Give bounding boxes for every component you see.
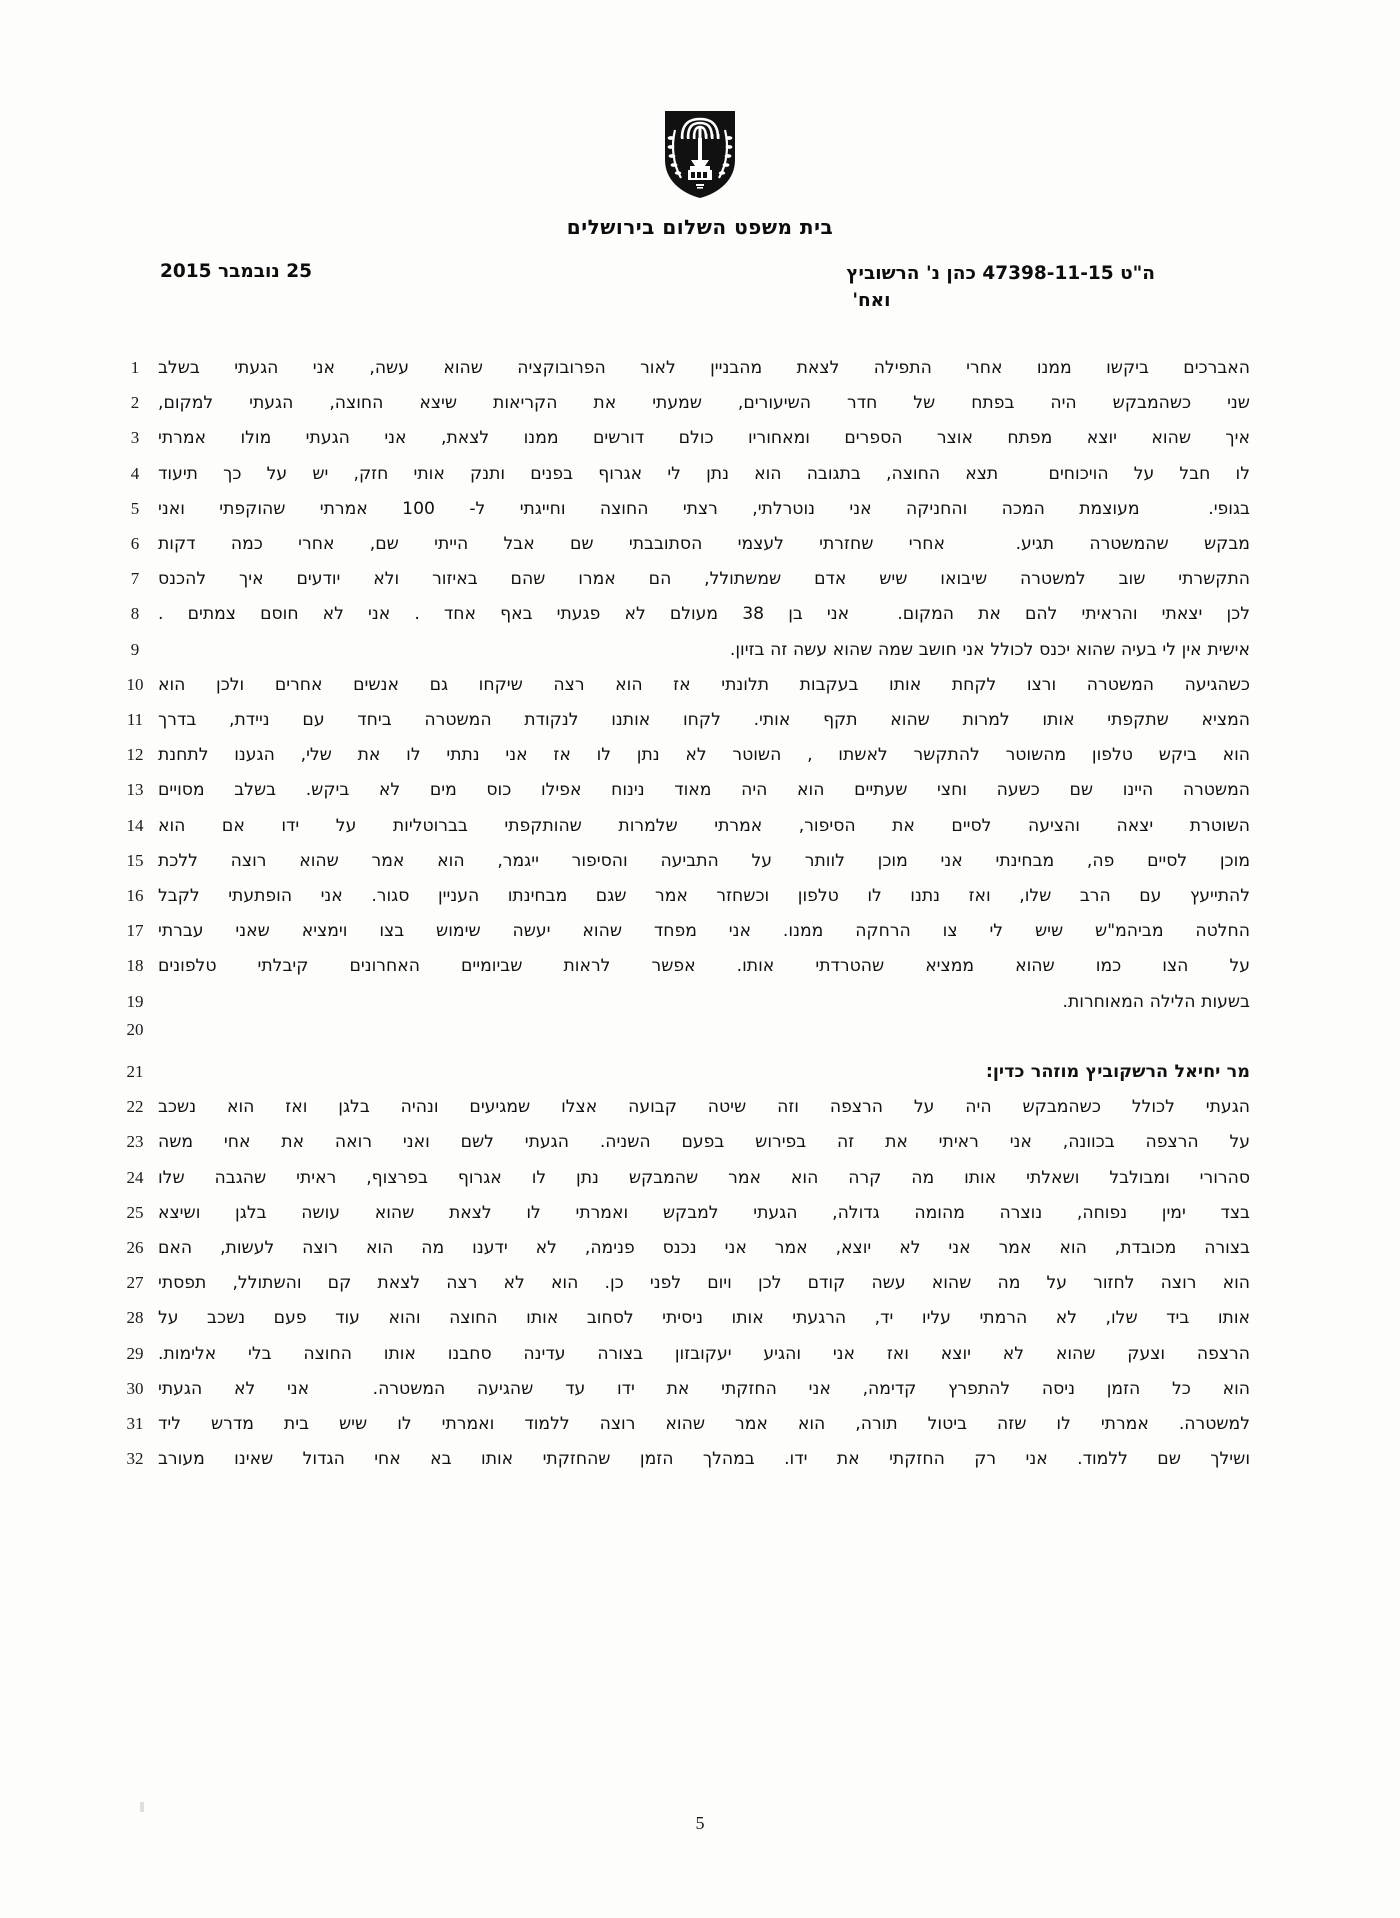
transcript-body: [0, 351, 1400, 1477]
transcript-line: [112, 1161, 1250, 1196]
transcript-line-number: 11: [126, 710, 144, 730]
transcript-line-number: 24: [126, 1167, 144, 1187]
transcript-line-number: 15: [126, 850, 144, 870]
transcript-line-text: בשעות הלילה המאוחרות.: [1062, 991, 1250, 1012]
transcript-line-number: 31: [126, 1414, 144, 1434]
transcript-line-text: כשהגיעה המשטרה ורצו לקחת אותו בעקבות תלונתי אז הוא רצה שיקחו גם אנשים אחרים ולכן הוא: [158, 674, 1250, 695]
israel-state-emblem-icon: [661, 108, 739, 200]
transcript-line: [112, 457, 1250, 492]
transcript-line: [112, 773, 1250, 808]
transcript-line-number: 26: [126, 1238, 144, 1258]
transcript-line: [112, 1372, 1250, 1407]
transcript-line-number: 1: [130, 358, 140, 377]
transcript-line-number: 6: [130, 534, 140, 554]
transcript-line-number: 5: [130, 498, 140, 518]
transcript-line-number: 10: [126, 674, 144, 694]
transcript-line-number: 12: [126, 745, 144, 765]
transcript-line-number: 27: [126, 1273, 144, 1293]
document-header: [0, 0, 1400, 239]
transcript-line: [112, 1125, 1250, 1160]
transcript-line-number: 22: [126, 1097, 144, 1117]
transcript-line-text: בצורה מכובדת, הוא אמר אני לא יוצא, אמר אני נכנס פנימה, לא ידענו מה הוא רוצה לעשות, האם: [158, 1238, 1250, 1259]
transcript-line: [112, 844, 1250, 879]
transcript-line: [112, 809, 1250, 844]
transcript-line: [112, 1196, 1250, 1231]
transcript-line-number: 25: [126, 1202, 144, 1222]
case-header-row: [0, 261, 1400, 325]
transcript-line-text: על הצו כמו שהוא ממציא שהטרדתי אותו. אפשר לראות שביומיים האחרונים קיבלתי טלפונים: [158, 956, 1250, 977]
transcript-line: [112, 597, 1250, 632]
transcript-line: [112, 492, 1250, 527]
transcript-line-text: הוא כל הזמן ניסה להתפרץ קדימה, אני החזקתי את ידו עד שהגיעה המשטרה. אני לא הגעתי: [158, 1378, 1250, 1399]
transcript-line: [112, 421, 1250, 456]
transcript-line: [112, 633, 1250, 668]
transcript-line: [112, 1231, 1250, 1266]
transcript-line-number: 17: [126, 921, 144, 941]
transcript-line-text: הגעתי לכולל כשהמבקש היה על הרצפה וזה שיטה קבועה אצלו שמגיעים ונהיה בלגן ואז הוא נשכב: [158, 1097, 1250, 1118]
transcript-line-number: 30: [126, 1378, 144, 1398]
transcript-line-text: מבקש שהמשטרה תגיע. אחרי שחזרתי לעצמי הסתובבתי שם אבל הייתי שם, אחרי כמה דקות: [158, 534, 1250, 555]
transcript-line: [112, 1442, 1250, 1477]
transcript-line-text: הוא רוצה לחזור על מה שהוא עשה קודם לכן ויום לפני כן. הוא לא רצה לצאת קם והשתולל, תפסתי: [158, 1273, 1250, 1294]
transcript-line: [112, 1090, 1250, 1125]
court-name: בית משפט השלום בירושלים: [566, 215, 834, 239]
transcript-line-number: 9: [130, 639, 140, 659]
transcript-line: [112, 879, 1250, 914]
transcript-line: [112, 1266, 1250, 1301]
transcript-line-text: המציא שתקפתי אותו למרות שהוא תקף אותי. לקחו אותנו לנקודת המשטרה ביחד עם ניידת, בדרך: [158, 710, 1250, 731]
transcript-line-number: 8: [130, 604, 140, 624]
transcript-line-number: 32: [126, 1449, 144, 1469]
speaker-heading: מר יחיאל הרשקוביץ מוזהר כדין:: [985, 1062, 1250, 1083]
transcript-line-text: הרצפה וצעק שהוא לא יוצא ואז אני והגיע יעקובזון בצורה עדינה סחבנו אותו החוצה בלי אלימות.: [158, 1343, 1250, 1364]
transcript-line-text: למשטרה. אמרתי לו שזה ביטול תורה, הוא אמר שהוא רוצה ללמוד ואמרתי לו שיש בית מדרש ליד: [158, 1414, 1250, 1435]
hearing-date: 25 נובמבר 2015: [160, 261, 312, 282]
transcript-line-number: 3: [130, 428, 140, 448]
case-identifier-line1: ה"ט 47398-11-15 כהן נ' הרשוביץ: [846, 263, 1155, 284]
transcript-line-text: אותו ביד שלו, לא הרמתי עליו יד, הרגעתי אותו ניסיתי לסחוב אותו החוצה והוא עוד פעם נשכב על: [158, 1308, 1250, 1329]
transcript-line-number: 23: [126, 1132, 144, 1152]
case-identifier: [846, 261, 1155, 315]
case-identifier-line2: ואח': [852, 289, 891, 311]
transcript-line-text: סהרורי ומבולבל ושאלתי אותו מה קרה הוא אמר שהמבקש נתן לו אגרוף בפרצוף, ראיתי שהגבה שלו: [158, 1167, 1250, 1188]
transcript-line: [112, 1055, 1250, 1090]
transcript-line-text: בגופי. מעוצמת המכה והחניקה אני נוטרלתי, רצתי החוצה וחייגתי ל- 100 אמרתי שהוקפתי ואני: [158, 498, 1250, 519]
transcript-line-text: שני כשהמבקש היה בפתח של חדר השיעורים, שמעתי את הקריאות שיצא החוצה, הגעתי למקום,: [158, 393, 1250, 414]
transcript-line-number: 14: [126, 815, 144, 835]
transcript-line: [112, 386, 1250, 421]
transcript-line-text: איך שהוא יוצא מפתח אוצר הספרים ומאחוריו כולם דורשים ממנו לצאת, אני הגעתי מולו אמרתי: [158, 428, 1250, 449]
transcript-line-text: ושילך שם ללמוד. אני רק החזקתי את ידו. במהלך הזמן שהחזקתי אותו בא אחי הגדול שאינו מעורב: [158, 1449, 1250, 1470]
transcript-line-number: 28: [126, 1308, 144, 1328]
transcript-line: [112, 1337, 1250, 1372]
transcript-line-number: 29: [126, 1343, 144, 1363]
transcript-line-number: 7: [130, 569, 140, 589]
transcript-line-number: 21: [126, 1062, 144, 1082]
page-number: 5: [695, 1813, 705, 1833]
transcript-line-number: 18: [126, 956, 144, 976]
transcript-line-text: להתייעץ עם הרב שלו, ואז נתנו לו טלפון וכשחזר אמר שגם מבחינתו העניין סגור. אני הופתעתי לקבל: [158, 886, 1250, 907]
transcript-line-text: לו חבל על הויכוחים תצא החוצה, בתגובה הוא נתן לי אגרוף בפנים ותנק אותי חזק, יש על כך תיעוד: [158, 463, 1250, 484]
transcript-line: [112, 985, 1250, 1020]
transcript-line-number: 4: [130, 463, 140, 483]
transcript-line-text: המשטרה היינו שם כשעה וחצי שעתיים הוא היה מאוד נינוח אפילו כוס מים לא ביקש. בשלב מסויים: [158, 780, 1250, 801]
transcript-line: [112, 949, 1250, 984]
transcript-line: [112, 1407, 1250, 1442]
transcript-line-text: הוא ביקש טלפון מהשוטר להתקשר לאשתו , השוטר לא נתן לו אז אני נתתי לו את שלי, הגענו לתחנת: [158, 745, 1250, 766]
transcript-line: [112, 668, 1250, 703]
scan-artifact: [140, 1802, 144, 1812]
transcript-line: [112, 738, 1250, 773]
transcript-line: [112, 1301, 1250, 1336]
transcript-line: [112, 703, 1250, 738]
transcript-line-text: החלטה מביהמ"ש שיש לי צו הרחקה ממנו. אני מפחד שהוא יעשה שימוש בצו וימציא שאני עברתי: [158, 921, 1250, 942]
transcript-line: [112, 562, 1250, 597]
transcript-line-number: 13: [126, 780, 144, 800]
transcript-line-number: 2: [130, 393, 140, 413]
transcript-line: [112, 351, 1250, 386]
transcript-line-text: התקשרתי שוב למשטרה שיבואו שיש אדם שמשתולל, הם אמרו שהם באיזור ולא יודעים איך להכנס: [158, 569, 1250, 590]
transcript-line-number: 16: [126, 886, 144, 906]
transcript-line-text: לכן יצאתי והראיתי להם את המקום. אני בן 38 מעולם לא פגעתי באף אחד . אני לא חוסם צמתים .: [158, 604, 1250, 625]
transcript-line-text: אישית אין לי בעיה שהוא יכנס לכולל אני חושב שמה שהוא עשה זה בזיון.: [729, 639, 1250, 660]
transcript-line-text: האברכים ביקשו ממנו אחרי התפילה לצאת מהבניין לאור הפרובוקציה שהוא עשה, אני הגעתי בשלב: [158, 358, 1250, 378]
transcript-line-number: 20: [126, 1019, 144, 1039]
transcript-line-number: 19: [126, 991, 144, 1011]
transcript-line-text: בצד ימין נפוחה, נוצרה מהומה גדולה, הגעתי למבקש ואמרתי לו לצאת שהוא עושה בלגן ושיצא: [158, 1202, 1250, 1223]
transcript-line: [112, 1020, 1250, 1055]
transcript-line: [112, 914, 1250, 949]
transcript-line-text: מוכן לסיים פה, מבחינתי אני מוכן לוותר על התביעה והסיפור ייגמר, הוא אמר שהוא רוצה ללכת: [158, 850, 1250, 871]
transcript-line-text: השוטרת יצאה והציעה לסיים את הסיפור, אמרתי שלמרות שהותקפתי בברוטליות על ידו אם הוא: [158, 815, 1250, 836]
transcript-line-text: על הרצפה בכוונה, אני ראיתי את זה בפירוש בפעם השניה. הגעתי לשם ואני רואה את אחי משה: [158, 1132, 1250, 1153]
transcript-line: [112, 527, 1250, 562]
